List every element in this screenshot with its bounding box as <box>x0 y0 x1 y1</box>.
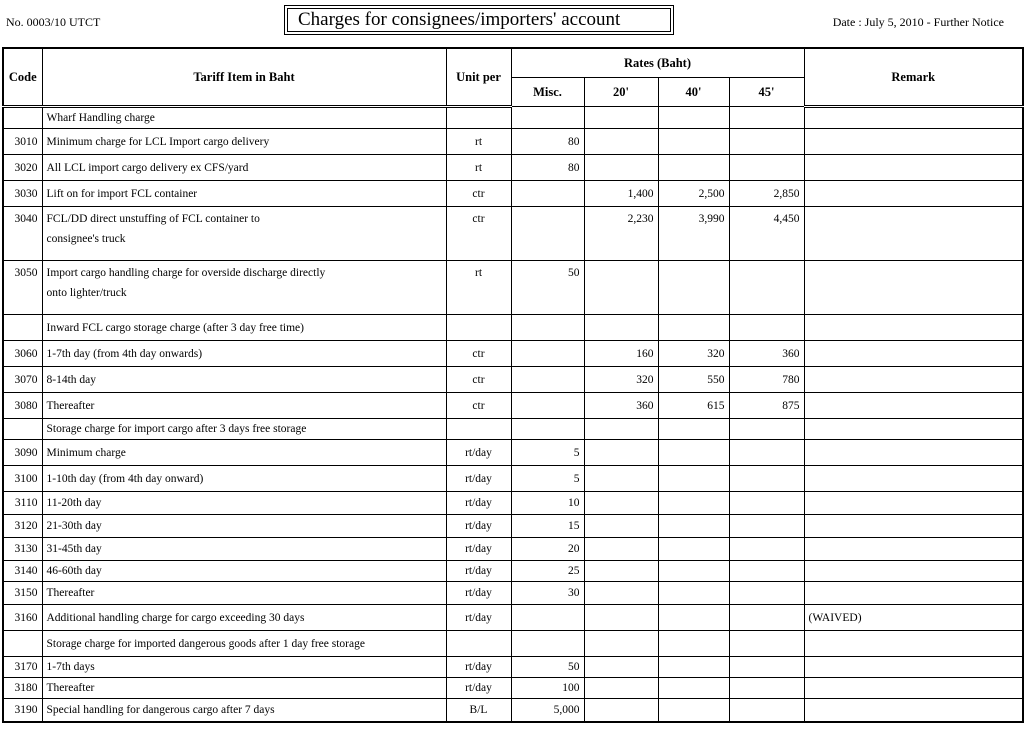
row-unit: rt <box>446 155 511 181</box>
document-number: No. 0003/10 UTCT <box>6 15 101 29</box>
row-code: 3060 <box>3 341 42 367</box>
row-remark <box>804 367 1023 393</box>
col-header-item: Tariff Item in Baht <box>42 48 446 107</box>
row-rate-misc <box>511 419 584 440</box>
row-rate-45ft <box>729 582 804 605</box>
row-description <box>42 181 446 207</box>
row-rate-40ft <box>658 315 729 341</box>
row-description-line: FCL/DD direct unstuffing of FCL container to <box>46 213 260 225</box>
row-rate-45ft <box>729 107 804 129</box>
row-description-line: Additional handling charge for cargo exceeding 30 days <box>46 611 305 624</box>
row-description <box>42 315 446 341</box>
row-rate-20ft <box>584 582 658 605</box>
row-rate-40ft <box>658 561 729 582</box>
row-remark <box>804 155 1023 181</box>
row-rate-20ft <box>584 699 658 723</box>
row-rate-20ft: 160 <box>584 341 658 367</box>
row-rate-misc: 80 <box>511 155 584 181</box>
row-rate-20ft <box>584 419 658 440</box>
row-rate-20ft <box>584 129 658 155</box>
row-code: 3070 <box>3 367 42 393</box>
row-description-line: All LCL import cargo delivery ex CFS/yard <box>46 161 249 174</box>
row-remark <box>804 561 1023 582</box>
row-unit: ctr <box>446 181 511 207</box>
row-remark: (WAIVED) <box>804 605 1023 631</box>
page-title: Charges for consignees/importers' account <box>287 8 671 32</box>
table-row <box>3 538 1023 561</box>
row-description-line: 11-20th day <box>46 497 102 509</box>
row-unit: rt/day <box>446 538 511 561</box>
row-code: 3110 <box>3 492 42 515</box>
table-row <box>3 582 1023 605</box>
row-rate-45ft <box>729 261 804 315</box>
row-remark <box>804 419 1023 440</box>
row-remark <box>804 315 1023 341</box>
row-description-line: Minimum charge <box>46 446 126 459</box>
row-remark <box>804 261 1023 315</box>
table-row <box>3 107 1023 129</box>
row-unit: ctr <box>446 207 511 261</box>
row-code: 3050 <box>3 261 42 315</box>
row-remark <box>804 393 1023 419</box>
row-unit: rt/day <box>446 678 511 699</box>
row-remark <box>804 207 1023 261</box>
row-rate-40ft <box>658 515 729 538</box>
row-rate-misc: 5,000 <box>511 699 584 723</box>
row-description-line: Import cargo handling charge for overside discharge directly <box>46 267 326 279</box>
col-header-rates: Rates (Baht) <box>511 48 804 78</box>
row-rate-misc: 100 <box>511 678 584 699</box>
row-code: 3140 <box>3 561 42 582</box>
row-description <box>42 367 446 393</box>
row-code: 3010 <box>3 129 42 155</box>
row-rate-40ft <box>658 440 729 466</box>
row-rate-misc: 5 <box>511 466 584 492</box>
row-description <box>42 440 446 466</box>
row-rate-misc: 5 <box>511 440 584 466</box>
row-unit: rt/day <box>446 440 511 466</box>
row-code: 3150 <box>3 582 42 605</box>
row-rate-20ft <box>584 561 658 582</box>
row-rate-40ft <box>658 582 729 605</box>
row-rate-misc: 50 <box>511 261 584 315</box>
row-rate-misc <box>511 315 584 341</box>
row-rate-40ft <box>658 107 729 129</box>
table-row <box>3 631 1023 657</box>
col-header-misc: Misc. <box>511 78 584 107</box>
table-row <box>3 155 1023 181</box>
row-rate-40ft <box>658 605 729 631</box>
row-rate-20ft <box>584 107 658 129</box>
row-unit: rt <box>446 261 511 315</box>
row-unit <box>446 315 511 341</box>
row-rate-20ft <box>584 261 658 315</box>
row-description <box>42 582 446 605</box>
row-code: 3170 <box>3 657 42 678</box>
row-description <box>42 129 446 155</box>
row-rate-20ft: 360 <box>584 393 658 419</box>
row-rate-misc: 80 <box>511 129 584 155</box>
row-unit <box>446 419 511 440</box>
table-row <box>3 466 1023 492</box>
row-code <box>3 315 42 341</box>
row-unit: rt/day <box>446 561 511 582</box>
row-rate-misc: 10 <box>511 492 584 515</box>
row-rate-45ft <box>729 561 804 582</box>
row-description-line: 31-45th day <box>46 543 102 555</box>
row-description-line: 1-7th days <box>46 661 95 673</box>
row-rate-20ft: 320 <box>584 367 658 393</box>
row-rate-misc <box>511 181 584 207</box>
row-description <box>42 699 446 723</box>
row-rate-20ft <box>584 466 658 492</box>
row-rate-40ft <box>658 155 729 181</box>
row-rate-45ft: 875 <box>729 393 804 419</box>
row-rate-45ft <box>729 699 804 723</box>
row-rate-40ft <box>658 492 729 515</box>
row-rate-20ft: 2,230 <box>584 207 658 261</box>
row-rate-45ft <box>729 515 804 538</box>
row-rate-45ft <box>729 419 804 440</box>
row-rate-45ft <box>729 538 804 561</box>
table-row <box>3 207 1023 261</box>
row-unit: B/L <box>446 699 511 723</box>
row-rate-40ft: 615 <box>658 393 729 419</box>
table-row <box>3 605 1023 631</box>
table-row <box>3 657 1023 678</box>
row-rate-45ft: 2,850 <box>729 181 804 207</box>
row-description-line: 21-30th day <box>46 520 102 532</box>
row-rate-40ft <box>658 657 729 678</box>
row-unit: rt/day <box>446 515 511 538</box>
table-row <box>3 419 1023 440</box>
row-rate-45ft <box>729 492 804 515</box>
row-rate-20ft <box>584 155 658 181</box>
row-rate-20ft <box>584 678 658 699</box>
row-description <box>42 341 446 367</box>
row-rate-misc: 25 <box>511 561 584 582</box>
row-description-line: 46-60th day <box>46 565 102 577</box>
row-rate-45ft <box>729 605 804 631</box>
table-row <box>3 181 1023 207</box>
row-unit: rt/day <box>446 605 511 631</box>
table-row <box>3 515 1023 538</box>
row-unit: rt/day <box>446 657 511 678</box>
col-header-unit: Unit per <box>446 48 511 107</box>
row-description-line: Wharf Handling charge <box>46 112 155 124</box>
row-rate-45ft: 360 <box>729 341 804 367</box>
row-code: 3030 <box>3 181 42 207</box>
row-unit: ctr <box>446 393 511 419</box>
row-remark <box>804 631 1023 657</box>
table-row <box>3 129 1023 155</box>
row-description <box>42 605 446 631</box>
row-description-continuation: onto lighter/truck <box>46 287 127 299</box>
row-remark <box>804 107 1023 129</box>
row-rate-40ft: 3,990 <box>658 207 729 261</box>
table-row <box>3 367 1023 393</box>
row-description <box>42 261 446 315</box>
col-header-40ft: 40' <box>658 78 729 107</box>
row-rate-45ft <box>729 466 804 492</box>
row-rate-misc <box>511 207 584 261</box>
row-code: 3020 <box>3 155 42 181</box>
row-description <box>42 561 446 582</box>
row-remark <box>804 699 1023 723</box>
row-description-line: Thereafter <box>46 682 95 694</box>
row-rate-40ft <box>658 261 729 315</box>
table-row <box>3 315 1023 341</box>
row-rate-misc <box>511 341 584 367</box>
title-frame <box>284 5 674 35</box>
row-rate-20ft: 1,400 <box>584 181 658 207</box>
row-description-line: Thereafter <box>46 399 95 412</box>
row-description <box>42 631 446 657</box>
row-code: 3040 <box>3 207 42 261</box>
row-code <box>3 419 42 440</box>
row-description <box>42 515 446 538</box>
row-rate-40ft: 550 <box>658 367 729 393</box>
col-header-20ft: 20' <box>584 78 658 107</box>
row-remark <box>804 341 1023 367</box>
row-description <box>42 538 446 561</box>
row-rate-20ft <box>584 440 658 466</box>
table-row <box>3 393 1023 419</box>
row-rate-45ft <box>729 631 804 657</box>
document-date: Date : July 5, 2010 - Further Notice <box>832 15 1004 29</box>
row-description <box>42 678 446 699</box>
row-code: 3090 <box>3 440 42 466</box>
row-rate-20ft <box>584 657 658 678</box>
document-header <box>0 0 1024 46</box>
row-rate-45ft <box>729 155 804 181</box>
row-rate-45ft <box>729 678 804 699</box>
row-rate-misc: 50 <box>511 657 584 678</box>
row-description <box>42 207 446 261</box>
row-rate-45ft <box>729 315 804 341</box>
row-rate-45ft <box>729 440 804 466</box>
table-row <box>3 561 1023 582</box>
row-description-line: 1-7th day (from 4th day onwards) <box>46 347 203 360</box>
row-remark <box>804 129 1023 155</box>
row-code: 3180 <box>3 678 42 699</box>
table-row <box>3 261 1023 315</box>
row-code: 3100 <box>3 466 42 492</box>
row-rate-40ft <box>658 466 729 492</box>
row-rate-40ft <box>658 419 729 440</box>
row-unit: ctr <box>446 367 511 393</box>
row-remark <box>804 466 1023 492</box>
row-description-line: Special handling for dangerous cargo after 7 days <box>46 704 275 716</box>
table-row <box>3 699 1023 723</box>
row-code: 3080 <box>3 393 42 419</box>
row-rate-misc <box>511 393 584 419</box>
row-description-line: Minimum charge for LCL Import cargo delivery <box>46 135 270 148</box>
row-remark <box>804 538 1023 561</box>
row-rate-misc <box>511 107 584 129</box>
col-header-remark: Remark <box>804 48 1023 107</box>
row-unit: rt/day <box>446 582 511 605</box>
row-rate-40ft <box>658 699 729 723</box>
row-description-line: 8-14th day <box>46 373 97 386</box>
table-row <box>3 492 1023 515</box>
row-remark <box>804 657 1023 678</box>
row-rate-40ft: 2,500 <box>658 181 729 207</box>
row-unit: rt <box>446 129 511 155</box>
row-unit <box>446 631 511 657</box>
row-unit: rt/day <box>446 492 511 515</box>
row-code <box>3 107 42 129</box>
row-remark <box>804 492 1023 515</box>
row-rate-20ft <box>584 631 658 657</box>
row-rate-45ft: 780 <box>729 367 804 393</box>
row-description-line: Inward FCL cargo storage charge (after 3 day free time) <box>46 321 304 334</box>
row-rate-20ft <box>584 492 658 515</box>
table-row <box>3 341 1023 367</box>
row-code: 3120 <box>3 515 42 538</box>
row-rate-45ft <box>729 129 804 155</box>
row-description <box>42 419 446 440</box>
row-rate-20ft <box>584 515 658 538</box>
row-code: 3190 <box>3 699 42 723</box>
row-description <box>42 393 446 419</box>
row-code: 3160 <box>3 605 42 631</box>
tariff-table <box>2 47 1024 723</box>
row-rate-misc <box>511 605 584 631</box>
row-rate-40ft: 320 <box>658 341 729 367</box>
row-rate-misc: 20 <box>511 538 584 561</box>
row-description <box>42 107 446 129</box>
row-code <box>3 631 42 657</box>
row-rate-misc: 15 <box>511 515 584 538</box>
table-row <box>3 440 1023 466</box>
row-description-line: Lift on for import FCL container <box>46 187 198 200</box>
col-header-code: Code <box>3 48 42 107</box>
row-unit: rt/day <box>446 466 511 492</box>
row-remark <box>804 515 1023 538</box>
row-code: 3130 <box>3 538 42 561</box>
row-rate-misc: 30 <box>511 582 584 605</box>
row-rate-45ft <box>729 657 804 678</box>
row-description <box>42 492 446 515</box>
row-rate-40ft <box>658 538 729 561</box>
row-unit: ctr <box>446 341 511 367</box>
row-rate-40ft <box>658 129 729 155</box>
row-unit <box>446 107 511 129</box>
row-remark <box>804 181 1023 207</box>
row-description-line: Thereafter <box>46 587 95 599</box>
row-rate-misc <box>511 631 584 657</box>
col-header-45ft: 45' <box>729 78 804 107</box>
row-description-line: Storage charge for import cargo after 3 days free storage <box>46 423 307 435</box>
row-description-line: 1-10th day (from 4th day onward) <box>46 472 204 485</box>
row-description <box>42 657 446 678</box>
row-rate-40ft <box>658 631 729 657</box>
row-description <box>42 466 446 492</box>
table-body <box>3 107 1023 723</box>
row-rate-misc <box>511 367 584 393</box>
row-remark <box>804 440 1023 466</box>
row-rate-20ft <box>584 315 658 341</box>
row-rate-20ft <box>584 538 658 561</box>
row-rate-20ft <box>584 605 658 631</box>
row-description-line: Storage charge for imported dangerous goods after 1 day free storage <box>46 637 365 650</box>
row-rate-40ft <box>658 678 729 699</box>
row-description-continuation: consignee's truck <box>46 233 126 245</box>
table-header <box>3 48 1023 107</box>
row-remark <box>804 678 1023 699</box>
table-row <box>3 678 1023 699</box>
row-description <box>42 155 446 181</box>
row-remark <box>804 582 1023 605</box>
row-rate-45ft: 4,450 <box>729 207 804 261</box>
